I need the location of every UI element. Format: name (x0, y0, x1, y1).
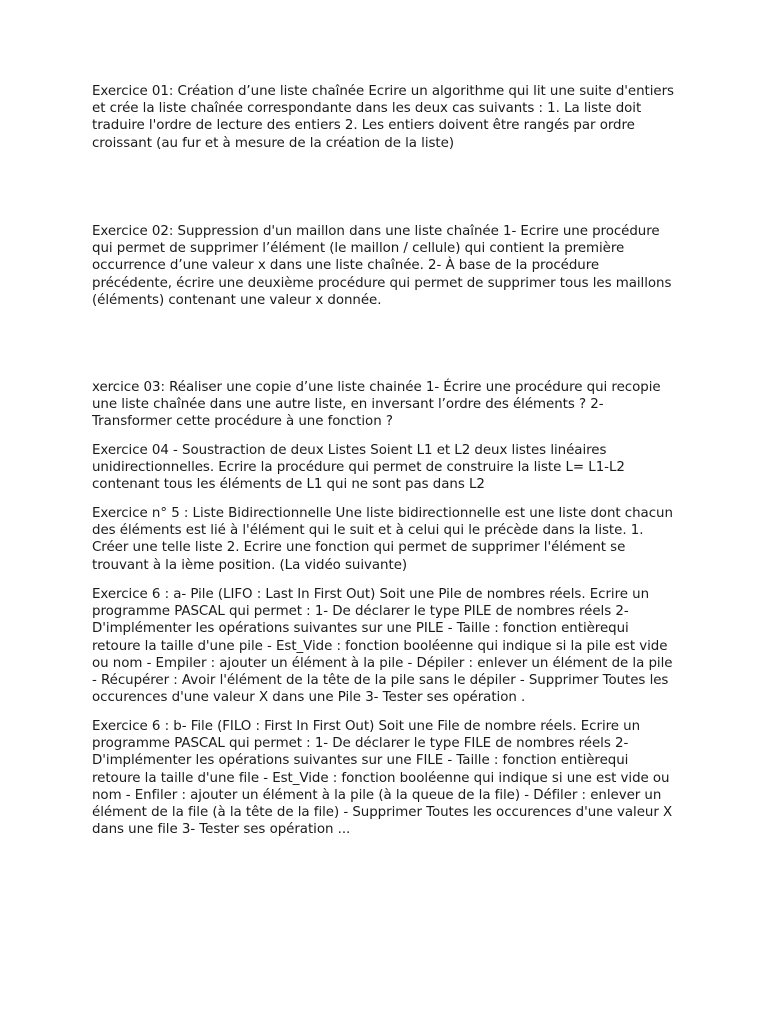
exercise-02-paragraph: Exercice 02: Suppression d'un maillon dans une liste chaînée 1- Ecrire une procédure qui permet de supprimer l’élément (le maillon / cellule) qui contient la première occurrence d’une valeur x dans une liste chaînée. 2- À base de la procédure précédente, écrire une deuxième procédure qui permet de supprimer tous les maillons (éléments) contenant une valeur x donnée. (92, 224, 672, 308)
exercise-05-paragraph: Exercice n° 5 : Liste Bidirectionnelle Une liste bidirectionnelle est une liste dont chacun des éléments est lié à l'élément qui le suit et à celui qui le précède dans la liste. 1. Créer une telle liste 2. Ecrire une fonction qui permet de supprimer l'élément se trouvant à la ième position. (La vidéo suivante) (92, 506, 673, 573)
exercise-04-paragraph: Exercice 04 - Soustraction de deux Listes Soient L1 et L2 deux listes linéaires unidirectionnelles. Ecrire la procédure qui permet de construire la liste L= L1-L2 contenant tous les éléments de L1 qui ne sont pas dans L2 (92, 443, 625, 493)
exercise-06b-paragraph: Exercice 6 : b- File (FILO : First In First Out) Soit une File de nombre réels. Ecrire un programme PASCAL qui permet : 1- De déclarer le type FILE de nombres réels 2- D'implémenter les opérations suivantes sur une FILE - Taille : fonction entièrequi retoure la taille d'une file - Est_Vide : fonction booléenne qui indique si une est vide ou nom - Enfiler : ajouter un élément à la pile (à la queue de la file) - Défiler : enlever un élément de la file (à la tête de la file) - Supprimer Toutes les occurences d'une valeur X dans une file 3- Tester ses opération ... (92, 719, 673, 838)
exercise-06a-paragraph: Exercice 6 : a- Pile (LIFO : Last In First Out) Soit une Pile de nombres réels. Ecrire un programme PASCAL qui permet : 1- De déclarer le type PILE de nombres réels 2- D'implémenter les opérations suivantes sur une PILE - Taille : fonction entièrequi retoure la taille d'une pile - Est_Vide : fonction booléenne qui indique si la pile est vide ou nom - Empiler : ajouter un élément à la pile - Dépiler : enlever un élément de la pile - Récupérer : Avoir l'élément de la tête de la pile sans le dépiler - Supprimer Toutes les occurences d'une valeur X dans une Pile 3- Tester ses opération . (92, 587, 673, 706)
exercise-01-paragraph: Exercice 01: Création d’une liste chaînée Ecrire un algorithme qui lit une suite d'entiers et crée la liste chaînée correspondante dans les deux cas suivants : 1. La liste doit traduire l'ordre de lecture des entiers 2. Les entiers doivent être rangés par ordre croissant (au fur et à mesure de la création de la liste) (92, 84, 674, 151)
exercise-03-paragraph: xercice 03: Réaliser une copie d’une liste chainée 1- Écrire une procédure qui recopie une liste chaînée dans une autre liste, en inversant l’ordre des éléments ? 2- Transformer cette procédure à une fonction ? (92, 380, 661, 430)
